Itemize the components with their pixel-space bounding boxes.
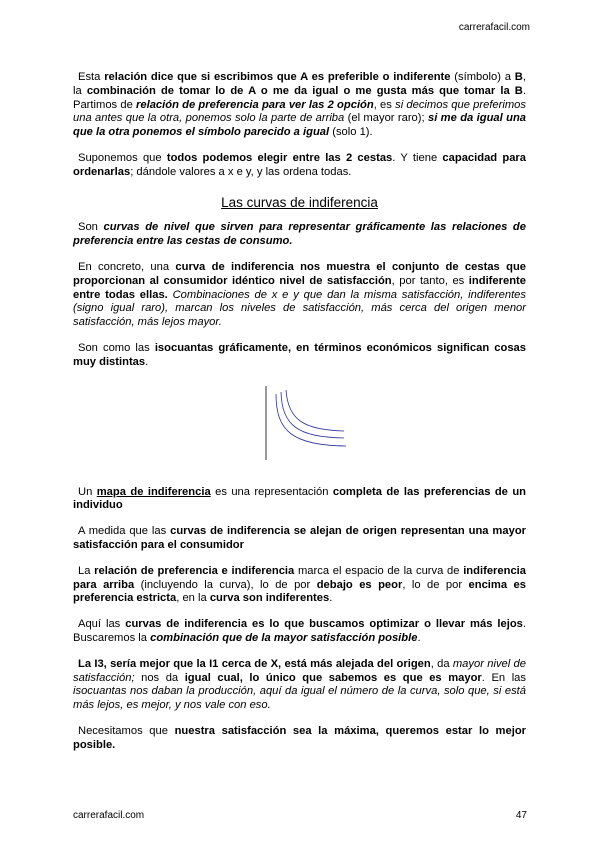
paragraph-6: Un mapa de indiferencia es una representación completa de las preferencias de un individuo bbox=[73, 485, 526, 512]
section-title: Las curvas de indiferencia bbox=[221, 194, 378, 210]
indifference-curve-i1 bbox=[276, 394, 346, 446]
indifference-curves-figure bbox=[73, 382, 526, 478]
paragraph-2: Suponemos que todos podemos elegir entre las 2 cestas. Y tiene capacidad para ordenarlas; dándole valores a x e y, y las ordena todas. bbox=[73, 151, 527, 178]
indifference-curve-i2 bbox=[281, 392, 344, 438]
paragraph-1: Esta relación dice que si escribimos que A es preferible o indiferente (símbolo) a B, la combinación de tomar lo de A o me da igual o me gusta más que tomar la B. Partimos de relación de preferencia para ver las 2 opción, es si decimos que preferimos una antes que la otra, ponemos solo la parte de arriba (el mayor raro); si me da igual una que la otra ponemos el símbolo parecido a igual (solo 1). bbox=[73, 71, 527, 139]
paragraph-3: Son curvas de nivel que sirven para representar gráficamente las relaciones de preferencia entre las cestas de consumo. bbox=[73, 221, 526, 248]
paragraph-10: La I3, sería mejor que la I1 cerca de X, está más alejada del origen, da mayor nivel de satisfacción; nos da igual cual, lo único que sabemos es que es mayor. En las isocuantas nos daban la producción, aquí da igual el número de la curva, solo que, si está más lejos, es mejor, y nos vale con eso. bbox=[73, 657, 526, 712]
page-content bbox=[73, 71, 526, 765]
paragraph-5: Son como las isocuantas gráficamente, en términos económicos significan cosas muy distintas. bbox=[73, 341, 526, 368]
page-number: 47 bbox=[515, 810, 527, 821]
paragraph-7: A medida que las curvas de indiferencia se alejan de origen representan una mayor satisfacción para el consumidor bbox=[73, 525, 527, 551]
footer-site: carrerafacil.com bbox=[73, 810, 145, 821]
indifference-curve-i3 bbox=[286, 390, 344, 431]
paragraph-9: Aquí las curvas de indiferencia es lo que buscamos optimizar o llevar más lejos. Buscaremos la combinación que de la mayor satisfacción posible. bbox=[73, 618, 526, 644]
paragraph-11: Necesitamos que nuestra satisfacción sea la máxima, queremos estar lo mejor posible. bbox=[73, 724, 527, 751]
header-site: carrerafacil.com bbox=[458, 22, 530, 33]
indifference-curves-diagram bbox=[258, 382, 358, 466]
paragraph-4: En concreto, una curva de indiferencia nos muestra el conjunto de cestas que proporcionan al consumidor idéntico nivel de satisfacción, por tanto, es indiferente entre todas ellas. Combinaciones de x e y que dan la misma satisfacción, indiferentes (signo igual raro), marcan los niveles de satisfacción, más cerca del origen menor satisfacción, más lejos mayor. bbox=[73, 260, 526, 329]
paragraph-8: La relación de preferencia e indiferencia marca el espacio de la curva de indiferencia para arriba (incluyendo la curva), lo de por debajo es peor, lo de por encima es preferencia estricta, en la curva son indiferentes. bbox=[73, 564, 526, 605]
